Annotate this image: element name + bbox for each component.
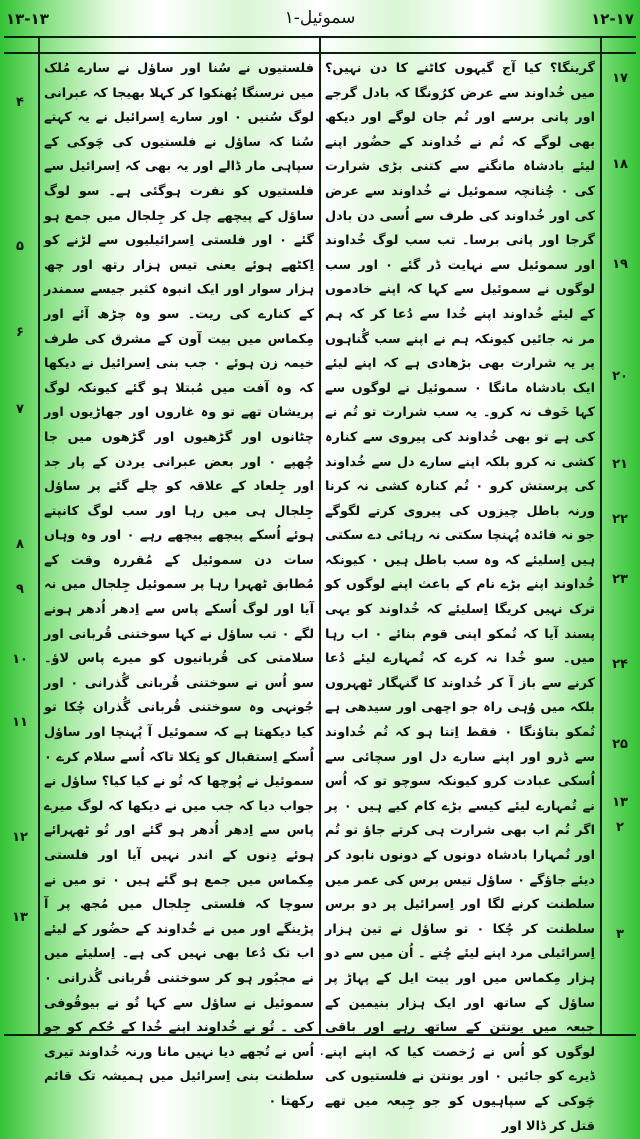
left-margin-rule — [38, 36, 40, 1036]
chapter-range-left: ۱۳-۱۳ — [6, 10, 49, 28]
verse-number: ۲ — [616, 820, 624, 835]
verse-numbers-right — [605, 57, 637, 1017]
verse-number: ۲۴ — [612, 657, 628, 672]
verse-number: ۱۹ — [612, 257, 628, 272]
verse-number: ۸ — [16, 537, 24, 552]
verse-number: ۴ — [16, 95, 24, 110]
left-text-column — [44, 57, 315, 1109]
verse-number: ۱۱ — [12, 715, 28, 730]
verse-number: ۱۸ — [612, 157, 628, 172]
verse-number: ۱۰ — [12, 652, 28, 667]
verse-number: ۲۲ — [612, 512, 628, 527]
right-text-column — [325, 57, 596, 1134]
book-title: ۱-سموئیل — [284, 8, 356, 28]
verse-number: ۱۳ — [612, 795, 628, 810]
verse-number: ۶ — [16, 325, 24, 340]
verse-number: ۹ — [16, 582, 24, 597]
verse-number: ۷ — [16, 402, 24, 417]
verse-number: ۲۰ — [612, 369, 628, 384]
right-column-text: گرینگا؟ کیا آج گیہوں کاٹنے کا دن نہیں؟ میں خُداوند سے عرض کرُونگا کہ بادل گرجے اور پانی برسے اور تُم جان لوگے اور دیکھ بھی لوگے کہ تُم نے خُداوند کے حضُور اپنے لیئے بادشاہ مانگنے سے کتنی بڑی شرارت کی ۰ چُنانچہ سموئیل نے خُداوند سے عرض کی اور خُداوند کی طرف سے اُسی دن بادل گرجا اور پانی برسا۔ تب سب لوگ خُداوند اور سموئیل سے نہایت ڈر گئے ۰ اور سب لوگوں نے سموئیل سے کہا کہ اپنے خادموں کے لیئے خُداوند اپنے خُدا سے دُعا کر کہ ہم مر نہ جائیں کیونکہ ہم نے اپنے سب گُناہوں پر یہ شرارت بھی بڑھادی ہے کہ اپنے لیئے ایک بادشاہ مانگا ۰ سموئیل نے لوگوں سے کہا خَوف نہ کرو۔ یہ سب شرارت تو تُم نے کی ہے تو بھی خُداوند کی پیروی سے کنارہ کشی نہ کرو بلکہ اپنے سارے دل سے خُداوند کی پرستش کرو ۰ تُم کنارہ کشی نہ کرنا ورنہ باطل چیزوں کی پیروی کرنے لگوگے جو نہ فائدہ پُہنچا سکتی نہ رہائی دے سکتی ہیں اِسلیئے کہ وہ سب باطل ہیں ۰ کیونکہ خُداوند اپنے بڑے نام کے باعث اپنے لوگوں کو ترک نہیں کریگا اِسلیئے کہ خُداوند کو یہی پسند آیا کہ تُمکو اپنی قوم بنائے ۰ اب رہا میں۔ سو خُدا نہ کرے کہ تُمہارے لیئے دُعا کرنے سے باز آ کر خُداوند کا گنہگار ٹھہروں بلکہ میں وُہی راہ جو اچھی اور سیدھی ہے تُمکو بتاؤنگا ۰ فقط اِتنا ہو کہ تُم خُداوند سے ڈرو اور اپنے سارے دل اور سچائی سے اُسکی عبادت کرو کیونکہ سوچو تو کہ اُس نے تُمہارے لیئے کیسے بڑے کام کیے ہیں ۰ پر اگر تُم اب بھی شرارت ہی کرتے جاؤ تو تُم اور تُمہارا بادشاہ دونوں کے دونوں نابود کر دیئے جاؤگے ۰ ساؤل تیس برس کی عمر میں سلطنت کرنے لگا اور اِسرائیل پر دو برس سلطنت کر چُکا ۰ تو ساؤل نے تین ہزار اِسرائیلی مرد اپنے لیئے چُنے ۔ اُن میں سے دو ہزار مِکماس میں اور بیت ایل کے پہاڑ پر ساؤل کے ساتھ اور ایک ہزار بنیمین کے جِبعہ میں یونتن کے ساتھ رہے اور باقی لوگوں کو اُس نے رُخصت کیا کہ اپنے اپنے ڈیرے کو جائیں ۰ اور یونتن نے فلستیوں کی چَوکی کے سپاہیوں کو جو جِبعہ میں تھے قتل کر ڈالا اور — [325, 61, 596, 1134]
verse-number: ۲۱ — [612, 457, 628, 472]
verse-number: ۱۲ — [12, 830, 28, 845]
footer-mark: ۰ — [318, 1046, 326, 1062]
verse-numbers-left — [5, 57, 37, 1017]
verse-number: ۲۳ — [612, 572, 628, 587]
page-header — [0, 0, 640, 36]
verse-number: ۲۵ — [612, 737, 628, 752]
center-column-rule — [319, 36, 321, 1036]
right-margin-rule — [600, 36, 602, 1036]
verse-number: ۳ — [616, 927, 624, 942]
verse-number: ۱۷ — [612, 71, 628, 86]
left-column-text: فلستیوں نے سُنا اور ساؤل نے سارے مُلک میں نرسنگا پُھنکوا کر کہلا بھیجا کہ عبرانی لوگ سُنیں ۰ اور سارے اِسرائیل نے یہ کہتے سُنا کہ ساؤل نے فلستیوں کی چَوکی کے سپاہی مار ڈالے اور یہ بھی کہ اِسرائیل سے فلستیوں کو نفرت ہوگئی ہے۔ سو لوگ ساؤل کے پیچھے چل کر جِلجال میں جمع ہو گئے ۰ اور فلستی اِسرائیلیوں سے لڑنے کو اِکٹھے ہوئے یعنی تیس ہزار رتھ اور چھ ہزار سوار اور ایک انبوہ کثیر جیسے سمندر کے کنارے کی ریت۔ سو وہ چڑھ آئے اور مِکماس میں بیت آون کے مشرق کی طرف خیمہ زن ہوئے ۰ جب بنی اِسرائیل نے دیکھا کہ وہ آفت میں مُبتلا ہو گئے کیونکہ لوگ پریشان تھے تو وہ غاروں اور جھاڑیوں اور چٹانوں اور گڑھیوں اور گڑھوں میں جا چُھپے ۰ اور بعض عبرانی یردن کے پار جد اور جِلعاد کے علاقہ کو چلے گئے پر ساؤل جِلجال ہی میں رہا اور سب لوگ کانپتے ہوئے اُسکے پیچھے پیچھے رہے ۰ اور وہ وہاں سات دن سموئیل کے مُقررہ وقت کے مُطابق ٹھہرا رہا پر سموئیل جِلجال میں نہ آیا اور لوگ اُسکے پاس سے اِدھر اُدھر ہونے لگے ۰ تب ساؤل نے کہا سوختنی قُربانی اور سلامتی کی قُربانیوں کو میرے پاس لاؤ۔ سو اُس نے سوختنی قُربانی گُذرانی ۰ اور جُونہی وہ سوختنی قُربانی گُذران چُکا تو کیا دیکھتا ہے کہ سموئیل آ پُہنچا اور ساؤل اُسکے اِستقبال کو نِکلا تاکہ اُسے سلام کرے ۰ سموئیل نے پُوچھا کہ تُو نے کیا کیا؟ ساؤل نے جواب دیا کہ جب میں نے دیکھا کہ لوگ میرے پاس سے اِدھر اُدھر ہو گئے اور تُو ٹھہرائے ہوئے دِنوں کے اندر نہیں آیا اور فلستی مِکماس میں جمع ہو گئے ہیں ۰ تو میں نے سوچا کہ فلستی جِلجال میں مُجھ پر آ پڑینگے اور میں نے خُداوند کے حضُور کے لیئے اب تک دُعا بھی نہیں کی ہے۔ اِسلیئے میں نے مجبُور ہو کر سوختنی قُربانی گُذرانی ۰ سموئیل نے ساؤل سے کہا تُو نے بیوقُوفی کی ۔ تُو نے خُداوند اپنے خُدا کے حُکم کو جو اُس نے تُجھے دیا نہیں مانا ورنہ خُداوند تیری سلطنت بنی اِسرائیل میں ہمیشہ تک قائم رکھتا ۰ — [44, 61, 315, 1109]
chapter-range-right: ۱۲-۱۷ — [591, 10, 634, 28]
verse-number: ۵ — [16, 239, 24, 254]
verse-number: ۱۳ — [12, 910, 28, 925]
